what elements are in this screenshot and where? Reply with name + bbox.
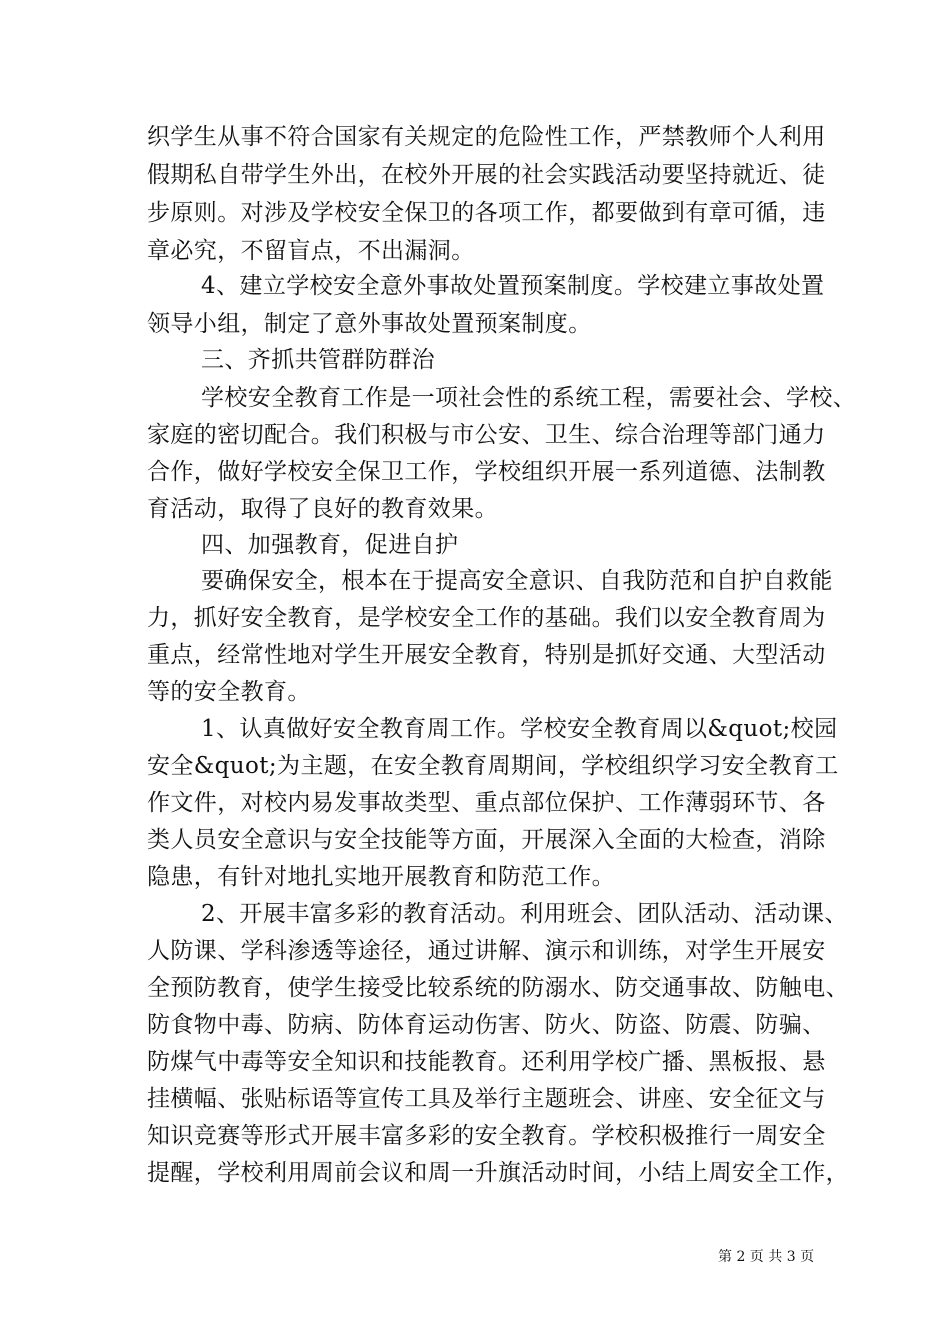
- text-line: 等的安全教育。: [147, 679, 311, 705]
- text-line: 假期私自带学生外出，在校外开展的社会实践活动要坚持就近、徒: [147, 162, 826, 188]
- text-line: 全预防教育，使学生接受比较系统的防溺水、防交通事故、防触电、: [147, 975, 849, 1001]
- text-line: 步原则。对涉及学校安全保卫的各项工作，都要做到有章可循，违: [147, 200, 826, 226]
- text-line: 章必究，不留盲点，不出漏洞。: [147, 238, 475, 264]
- text-line: 作文件，对校内易发事故类型、重点部位保护、工作薄弱环节、各: [147, 790, 826, 816]
- text-line: 1、认真做好安全教育周工作。学校安全教育周以&quot;校园: [201, 716, 838, 742]
- text-line: 学校安全教育工作是一项社会性的系统工程，需要社会、学校、: [201, 385, 857, 411]
- text-line: 织学生从事不符合国家有关规定的危险性工作，严禁教师个人利用: [147, 124, 826, 150]
- text-line: 人防课、学科渗透等途径，通过讲解、演示和训练，对学生开展安: [147, 938, 826, 964]
- text-line: 2、开展丰富多彩的教育活动。利用班会、团队活动、活动课、: [201, 901, 848, 927]
- text-line: 防食物中毒、防病、防体育运动伤害、防火、防盗、防震、防骗、: [147, 1012, 826, 1038]
- text-line: 类人员安全意识与安全技能等方面，开展深入全面的大检查，消除: [147, 827, 826, 853]
- text-line: 隐患，有针对地扎实地开展教育和防范工作。: [147, 864, 615, 890]
- text-line: 知识竞赛等形式开展丰富多彩的安全教育。学校积极推行一周安全: [147, 1123, 826, 1149]
- section-heading: 三、齐抓共管群防群治: [201, 347, 435, 373]
- text-line: 力，抓好安全教育，是学校安全工作的基础。我们以安全教育周为: [147, 605, 826, 631]
- text-line: 防煤气中毒等安全知识和技能教育。还利用学校广播、黑板报、悬: [147, 1049, 826, 1075]
- page-number: 第 2 页 共 3 页: [718, 1249, 815, 1265]
- text-line: 提醒，学校利用周前会议和周一升旗活动时间，小结上周安全工作，: [147, 1160, 849, 1186]
- text-line: 挂横幅、张贴标语等宣传工具及举行主题班会、讲座、安全征文与: [147, 1086, 826, 1112]
- text-line: 重点，经常性地对学生开展安全教育，特别是抓好交通、大型活动: [147, 642, 826, 668]
- text-line: 合作，做好学校安全保卫工作，学校组织开展一系列道德、法制教: [147, 459, 826, 485]
- section-heading: 四、加强教育，促进自护: [201, 532, 459, 558]
- text-line: 家庭的密切配合。我们积极与市公安、卫生、综合治理等部门通力: [147, 422, 826, 448]
- text-line: 4、建立学校安全意外事故处置预案制度。学校建立事故处置: [201, 273, 825, 299]
- text-line: 要确保安全，根本在于提高安全意识、自我防范和自护自救能: [201, 568, 833, 594]
- text-line: 育活动，取得了良好的教育效果。: [147, 496, 498, 522]
- text-line: 领导小组，制定了意外事故处置预案制度。: [147, 311, 592, 337]
- text-line: 安全&quot;为主题，在安全教育周期间，学校组织学习安全教育工: [147, 753, 839, 779]
